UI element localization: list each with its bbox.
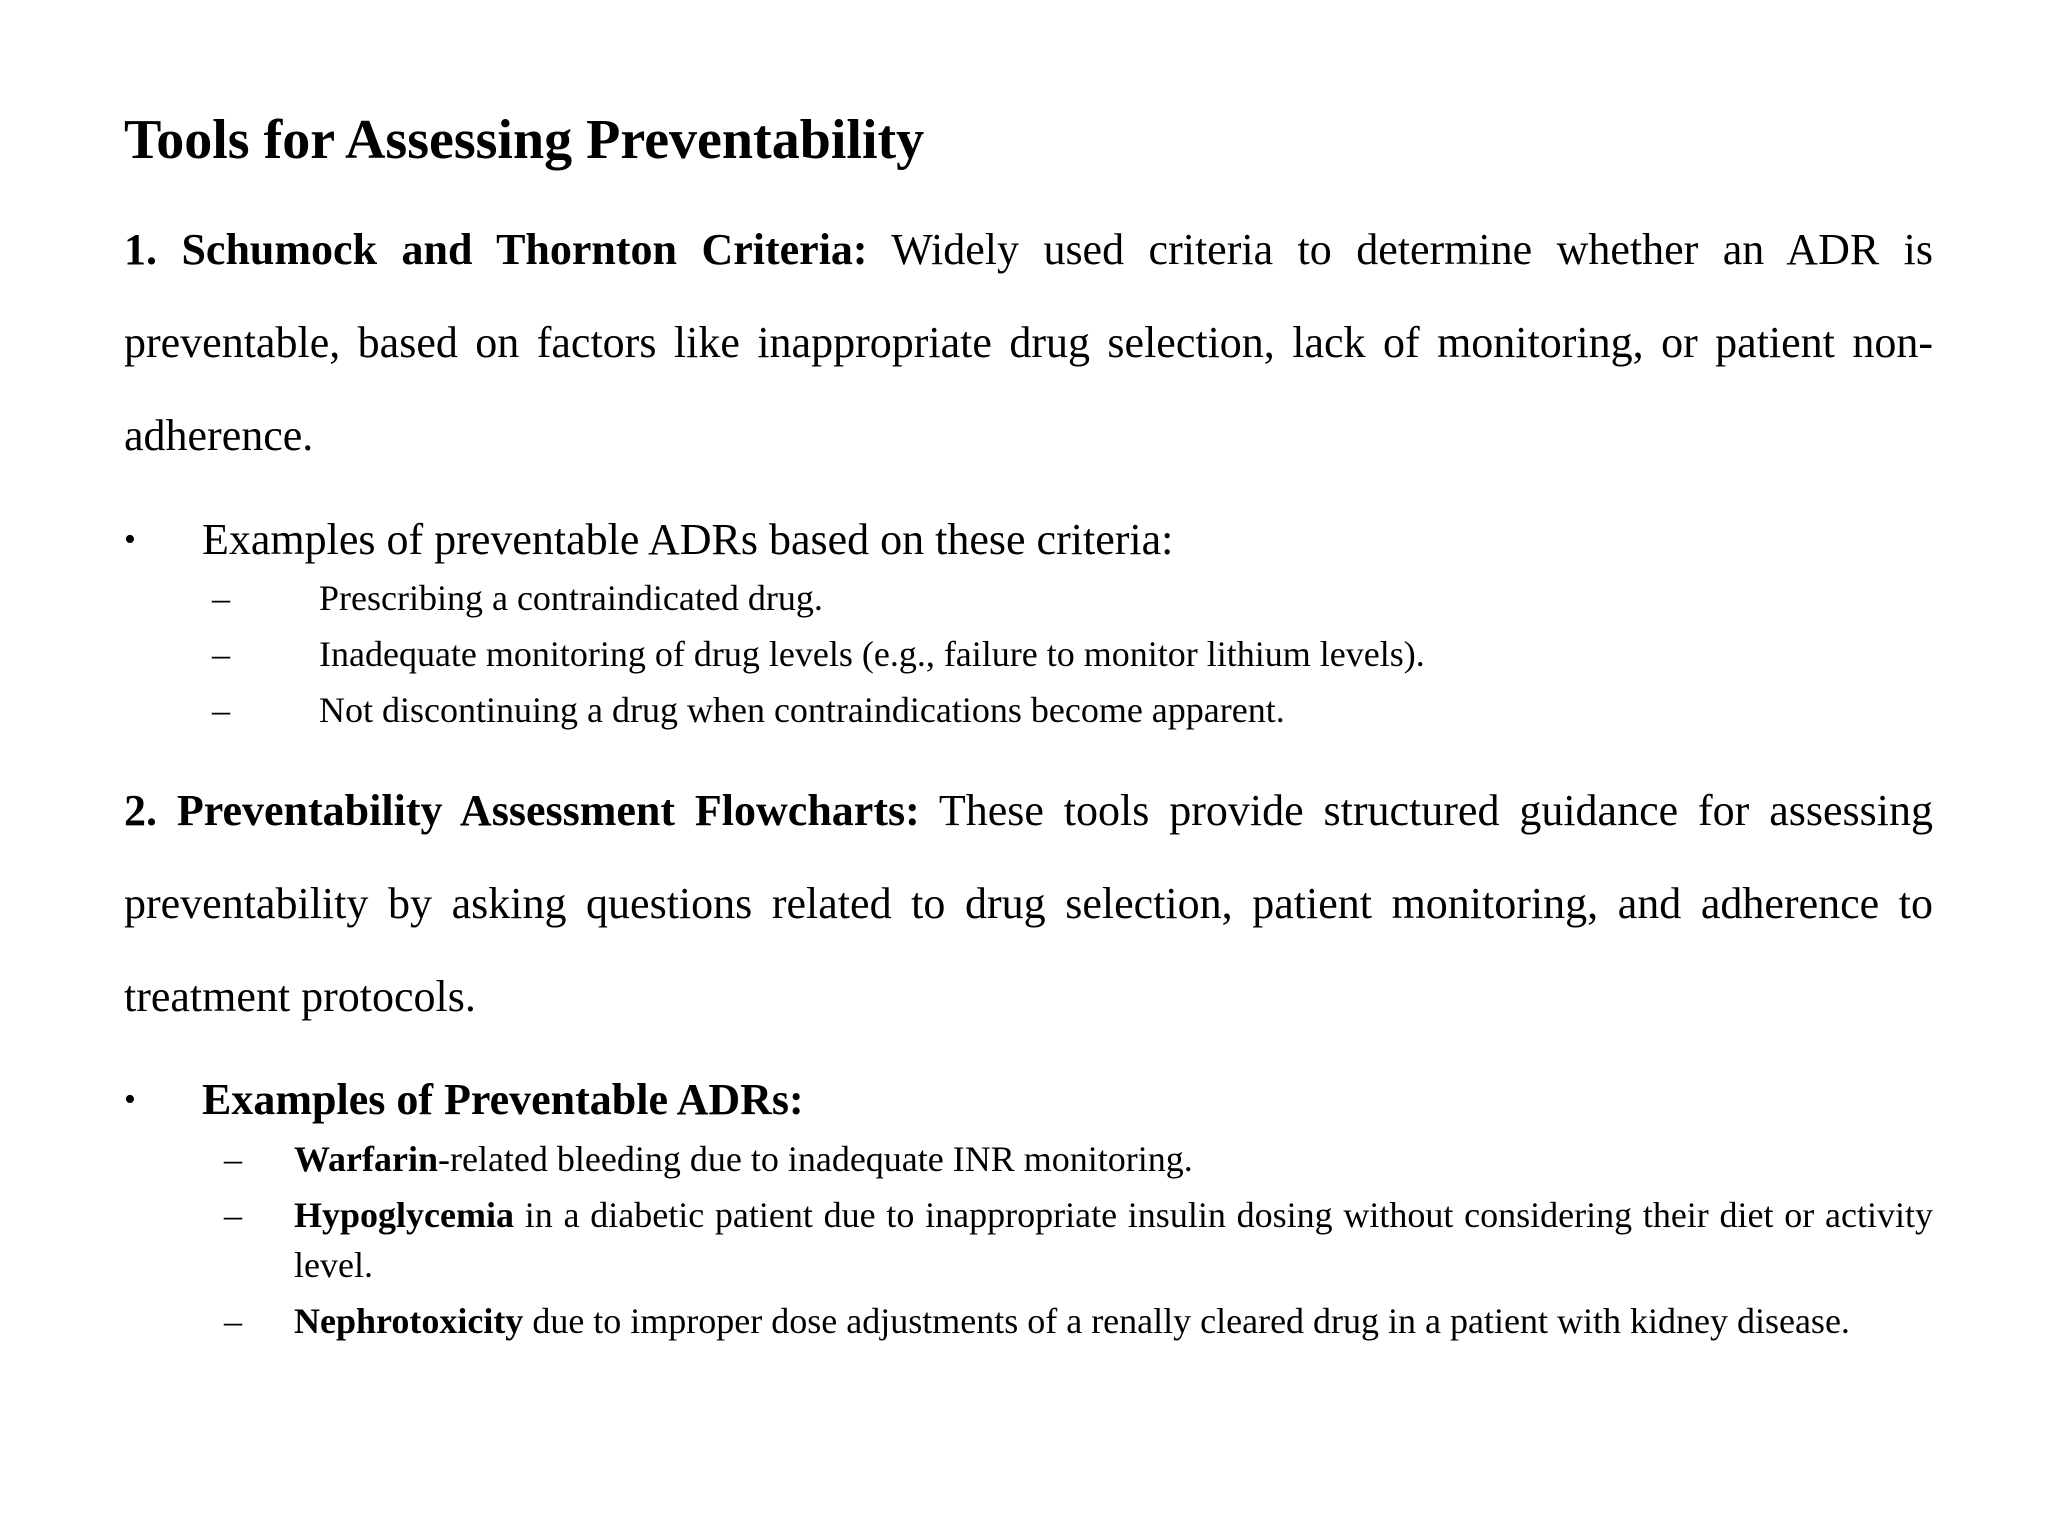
dash-icon: – bbox=[212, 634, 230, 674]
list-item-term: Warfarin bbox=[294, 1139, 438, 1179]
list-item-text bbox=[294, 1190, 1933, 1290]
dash-icon: – bbox=[224, 1195, 242, 1235]
section-1-bullet-text: Examples of preventable ADRs based on these criteria: bbox=[202, 515, 1174, 564]
list-item-text bbox=[294, 1296, 1933, 1346]
section-2-heading: 2. Preventability Assessment Flowcharts: bbox=[124, 786, 920, 835]
dash-icon: – bbox=[224, 1139, 242, 1179]
section-2-body: These tools provide structured guidance for assessing preventability by asking questions related to drug selection, patient monitoring, and adherence to treatment protocols. bbox=[124, 786, 1933, 1021]
list-item-detail: -related bleeding due to inadequate INR monitoring. bbox=[437, 1139, 1193, 1179]
section-2-paragraph bbox=[124, 764, 1933, 1043]
list-item-term: Nephrotoxicity bbox=[294, 1301, 524, 1341]
dash-icon: – bbox=[212, 690, 230, 730]
list-item bbox=[124, 1190, 1933, 1290]
list-item-detail: due to improper dose adjustments of a renally cleared drug in a patient with kidney disease. bbox=[523, 1301, 1850, 1341]
list-item-text bbox=[294, 1134, 1933, 1184]
section-1-paragraph bbox=[124, 203, 1933, 482]
bullet-icon: • bbox=[124, 1081, 136, 1118]
list-item-detail: in a diabetic patient due to inappropriate insulin dosing without considering their diet or activity level. bbox=[294, 1195, 1933, 1285]
list-item bbox=[124, 685, 1933, 741]
list-item-term: Hypoglycemia bbox=[294, 1195, 514, 1235]
dash-icon: – bbox=[224, 1301, 242, 1341]
list-item bbox=[124, 1134, 1933, 1184]
section-1-body: Widely used criteria to determine whether an ADR is preventable, based on factors like inappropriate drug selection, lack of monitoring, or patient non-adherence. bbox=[124, 225, 1933, 460]
list-item-text: Not discontinuing a drug when contraindications become apparent. bbox=[319, 690, 1285, 730]
section-1-examples-list bbox=[124, 573, 1933, 741]
list-item-text: Inadequate monitoring of drug levels (e.g., failure to monitor lithium levels). bbox=[319, 634, 1425, 674]
section-2-examples-list bbox=[124, 1134, 1933, 1352]
list-item bbox=[124, 629, 1933, 685]
section-2-bullet-text: Examples of Preventable ADRs: bbox=[202, 1075, 804, 1124]
dash-icon: – bbox=[212, 578, 230, 618]
section-1-heading: 1. Schumock and Thornton Criteria: bbox=[124, 225, 868, 274]
list-item-text: Prescribing a contraindicated drug. bbox=[319, 578, 823, 618]
list-item bbox=[124, 1296, 1933, 1346]
page-title: Tools for Assessing Preventability bbox=[124, 109, 925, 171]
bullet-icon: • bbox=[124, 521, 136, 558]
list-item bbox=[124, 573, 1933, 629]
